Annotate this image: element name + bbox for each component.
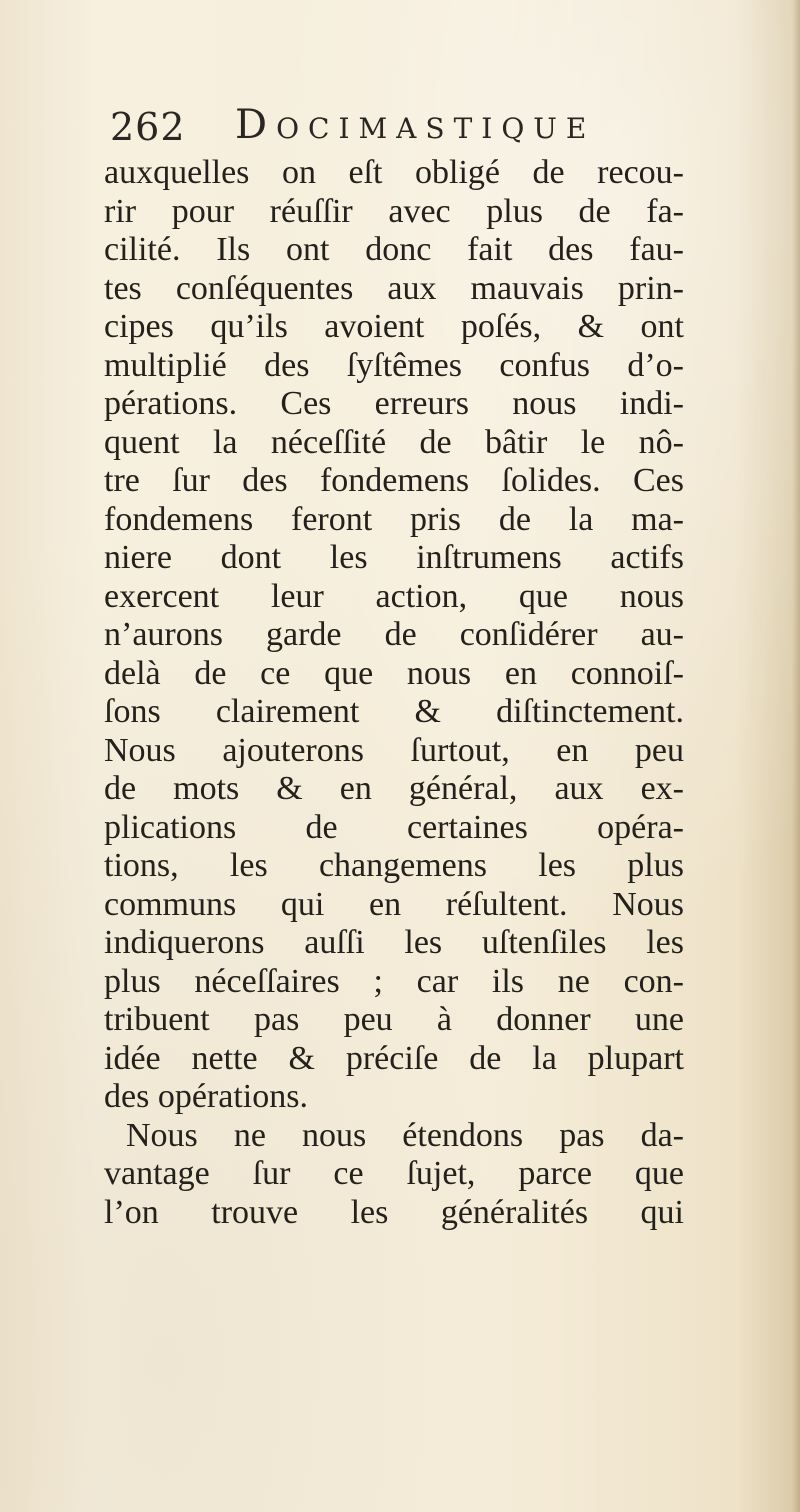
text-line: cilité. Ils ont donc fait des fau- [104, 231, 684, 268]
paragraph-first-line: Nous ne nous étendons pas da- [126, 1116, 684, 1154]
running-title: Docimastique [235, 102, 596, 148]
text-line: l’on trouve les généralités qui [104, 1193, 684, 1231]
text-line: tribuent pas peu à donner une [104, 1001, 684, 1038]
text-line: exercent leur action, que nous [104, 577, 684, 615]
body-text [104, 154, 684, 1232]
text-line: vantage ſur ce ſujet, parce que [104, 1155, 684, 1192]
text-line: cipes qu’ils avoient poſés, & ont [104, 308, 684, 345]
text-line: ſons clairement & diſtinctement. [104, 693, 684, 730]
text-line: tes conſéquentes aux mauvais prin- [104, 269, 684, 307]
text-line: Nous ajouterons ſurtout, en peu [104, 731, 684, 769]
text-line: pérations. Ces erreurs nous indi- [104, 385, 684, 422]
text-line: quent la néceſſité de bâtir le nô- [104, 423, 684, 461]
text-line: multiplié des ſyſtêmes confus d’o- [104, 346, 684, 384]
text-line: plications de certaines opéra- [104, 808, 684, 846]
text-line: tre ſur des fondemens ſolides. Ces [104, 462, 684, 499]
text-line: indiquerons auſſi les uſtenſiles les [104, 924, 684, 961]
page-number: 262 [110, 105, 186, 149]
text-line: fondemens feront pris de la ma- [104, 500, 684, 538]
text-line: plus néceſſaires ; car ils ne con- [104, 962, 684, 1000]
text-line: de mots & en général, aux ex- [104, 770, 684, 807]
text-line: rir pour réuſſir avec plus de fa- [104, 192, 684, 230]
text-line: des opérations. [104, 1078, 308, 1115]
text-line: niere dont les inſtrumens actifs [104, 539, 684, 576]
page-edge-shadow [792, 0, 800, 1512]
page-header [110, 102, 670, 154]
text-line: idée nette & préciſe de la plupart [104, 1039, 684, 1077]
text-line: n’aurons garde de conſidérer au- [104, 616, 684, 653]
text-line: tions, les changemens les plus [104, 847, 684, 884]
text-line: delà de ce que nous en connoiſ- [104, 654, 684, 692]
text-line: communs qui en réſultent. Nous [104, 885, 684, 923]
text-line: auxquelles on eſt obligé de recou- [104, 154, 684, 191]
